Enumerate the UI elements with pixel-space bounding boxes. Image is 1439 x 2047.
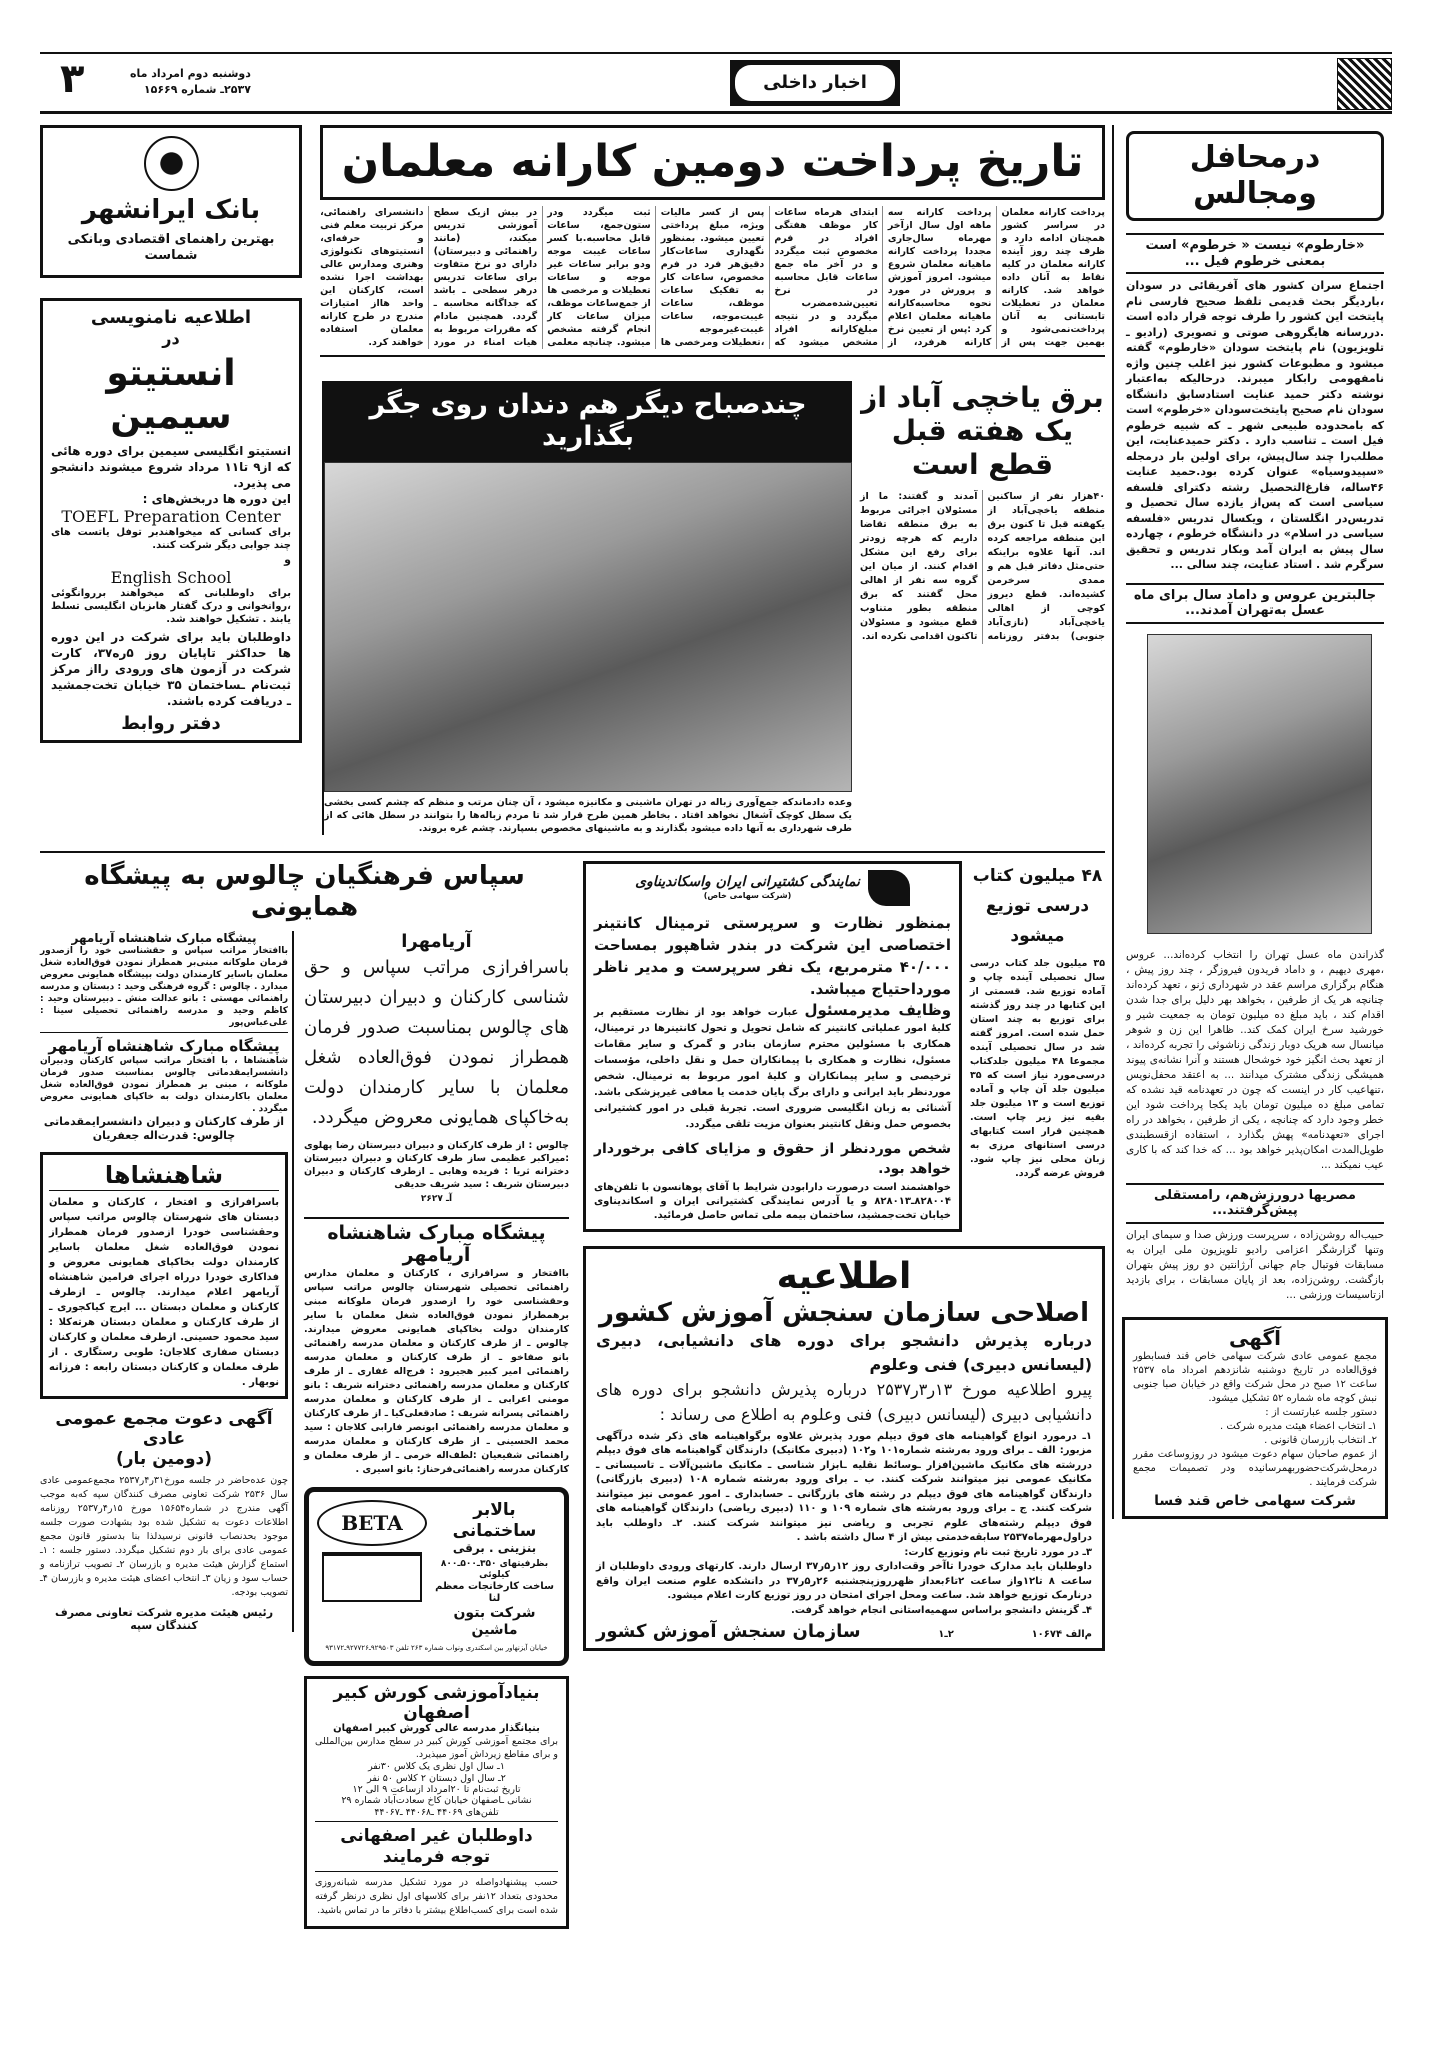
photo-headline: چندصباح دیگر هم دندان روی جگر بگذارید [324,381,852,462]
main-article-body: پرداخت کارانه معلمان در سراسر کشور همچنان ادامه دارد و ظرف چند روز آینده کارانه معلمان در کلیه نقاط به آنان داده خواهد شد. کارانه معلمان در تعطیلات تابستانی به آنان پرداخت‌نمی‌شود و بهمین جهت پس از پرداخت کارانه سه ماهه اول سال ازآخر مهرماه سال‌جاری مجددا پرداخت کارانه ماهیانه معلمان شروع میشود. امروز آموزش و پرورش در مورد نحوه محاسبه‌کارانه ماهیانه معلمان اعلام کرد :پس از تعیین نرخ کارانه هرفرد، از ابتدای هرماه ساعات کار موظف هفتگی افراد در فرم مخصوص ثبت میگردد و در آخر ماه جمع ساعات قابل محاسبه در نرخ تعیین‌شده‌مضرب میگردد و در نتیجه مبلغ‌کارانه افراد مشخص میشود که پس از کسر مالیات ویژه، مبلغ پرداختی تعیین میشود. بمنظور نگهداری ساعات‌کار دقیق‌هر فرد در فرم مخصوص، ساعات کار به تفکیک ساعات موظف، ساعات غیبت‌موجه، ساعات غیبت‌غیرموجه ،تعطیلات ومرخصی ها ثبت میگردد ودر ستون‌جمع، ساعات قابل محاسبه.با کسر ساعات غیبت موجه ودو برابر ساعات غیر موجه و ساعات تعطیلات و مرخصی ها از جمع‌ساعات موظف، میزان ساعات کار انجام گرفته مشخص میشود. چنانچه معلمی در بیش ازیک سطح آموزشی تدریس میکند، (مانند راهنمائی و دبیرستان) دارای دو نرخ متفاوت برای ساعات تدریس درهر سطحی ـ باشد که جداگانه محاسبه ـ گردد. همچنین مادام که مقررات مربوط به هیات امناء در مورد دانشسرای راهنمائی، مرکز تربیت معلم فنی و حرفه‌ای، انستیتوهای تکنولوژی وهنری ومدارس عالی بهداشت اجرا نشده است، کارکنان این واحد هااز امتیازات مندرج در طرح کارانه معلمان استفاده خواهند کرد. [320,206,1105,357]
chalus-headline: سپاس فرهنگیان چالوس به پیشگاه همایونی [84,860,525,922]
mahafel-column: درمحافل ومجالس «خارطوم» نیست « خرطوم» است بمعنی خرطوم فیل ... اجتماع سران کشور های آفریقائی در سودان ،باردیگر بحث قدیمی تلفظ صحیح فارسی نام پایتخت این کشور را طرف توجه قرار داده است .دررسانه هایگروهی صوتی و تصویری (رادیو ـ تلویزیون) نام پایتخت سودان «خارطوم» گفته میشود و مطبوعات کشور نیز اغلب چنین واژه نامفهومی رابکار میبرند. درحالیکه به‌اعتبار نوشته دکتر حمید عنایت استادسابق دانشگاه سودان نام صحیح پایتخت‌سودان «خرطوم» است که بامحدوده طبیعی شهر ـ که شبیه خرطوم فیل است ـ تناسب دارد . دکتر حمیدعنایت، این مطلب‌را چند سال‌پیش، برای اولین بار درمجله «سپیدوسیاه» عنوان کرده بود.حمید عنایت ۴۶ساله، فارغ‌التحصیل رشته دکترای فلسفه سیاسی است که پس‌از یازده سال تحصیل و تدریس‌در انگلستان ، ویکسال تدریس «فلسفه سیاسی در اسلام» در دانشگاه خرطوم ، چهارده سال پیش به ایران آمد وبکار تدریس و تحقیق سرگرم شد . استاد عنایت، چند سالی ... جالبترین عروس و داماد سال برای ماه عسل به‌تهران آمدند... گذراندن ماه عسل تهران را انتخاب کرده‌اند... عروس ،مهری دیهیم ، و داماد فریدون فیروزگر ، چند روز پیش ، هنگام برگزاری مراسم عقد در شهرداری ژنو ، تعهد کرده‌اند چنانچه هر یک از طرفین ، بخواهد بهر دلیل برای جدا شدن اقدام کند ، باید مبلغ ده میلیون تومان به جمعیت شیر و خورشید سرخ ایران کمک کند.. ظاهرا این زن و شوهر میانسال سه هریک دوبار زندگی زناشوئی را تجربه کرده‌اند ، از تعهد بحث انگیز خود خوشحال هستند و آنرا نشانه‌ی پیوند همیشگی زندگی مشترک میدانند ... به اعتقد محفل‌نویس ،تنهاعیب کار در اینست که چون در تعهدنامه قید نشده که تمامی مبلغ ده میلیون تومان باید یکجا پرداخت شود این خطر وجود دارد که چنانچه ، یکی از طرفین ، بخواهد در راه اجرای «تعهدنامه» پهش بگذارد ، استفاده ازقسطبندی طویل‌المدت امکان‌پذیر خواهد بود ... که خدا کند که با کاری عیب نمیکند ... مصریها درورزش‌هم، رامستقلی پیش‌گرفتند... حبیب‌اله روشن‌زاده ، سرپرست ورزش صدا و سیمای ایران وتنها گزارشگر اعزامی رادیو تلویزیون ملی ایران به مسابقات فوتبال جام جهانی آرژانتین دو روز پیش بتهران بازگشت. روشن‌زاده، بعد از پایان مسابقات ، برای بازدید ازتاسیسات ورزشی ... آگهی مجمع عمومی عادی شرکت سهامی خاص قند فسابطور فوق‌العاده در تاریخ دوشنبه شانزدهم امرداد ماه ۲۵۳۷ ساعت ۱۲ صبح در محل شرکت واقع در خیابان صبا جنوبی نبش کوچه ماه شماره ۵۲ تشکیل میشود. دستور جلسه عبارتست از : ۱ـ انتخاب اعضاء هیئت مدیره شرکت . ۲ـ انتخاب بازرسان قانونی . از عموم صاحبان سهام دعوت میشود در روزوساعت مقرر درمحل‌شرکت‌حضوربهمرسانیده ودر تصمیمات مجمع شرکت فرمایند . شرکت سهامی خاص قند فسا [1112,125,1392,1519]
garbage-barrels-photo [324,462,852,792]
shahanshaha-box: شاهنشاها باسرافرازی و افتخار ، کارکنان و معلمان دبستان های شهرستان چالوس مراتب سپاس وحقشناسی خودرا ازصدور فرمان همطراز نمودن فوق‌العاده شغل معلمان باسایر کارمندان دولت بخاکپای همایونی معروض و فداکاری خودرا درراه اجرای فرامین شاهنشاه آریامهر اعلام میدارند. چالوس ـ ازطرف کارکنان و معلمان دبستان ... ایرج کیاکجوری ـ از طرف کارکنان و معلمان دبستان هرته‌کلا : سید محمود حسینی. ازطرف معلمان و کارکنان دبستان صفاری کلاجان: طوبی رستگاری . از طرف معلمان و کارکنان دبستان رابعه : فرزانه نوبهار . [40,1152,288,1399]
newspaper-logo [1337,58,1392,110]
page-header [40,52,1392,114]
page-number: ۳ [60,56,85,102]
wedding-couple-photo [1147,634,1372,934]
main-headline: تاریخ پرداخت دومین کارانه معلمان [341,136,1084,187]
bank-ad: بانک ایرانشهر بهترین راهنمای اقتصادی وبانکی شماست [40,125,302,278]
coop-assembly-ad: آگهی دعوت مجمع عمومی عادی (دومین بار) چون عده‌حاضر در جلسه مورخ۳۱ر۴ر۲۵۳۷ مجمع‌عمومی عادی سال ۲۵۳۶ شرکت تعاونی مصرف کنندگان سپه که‌به موجب آگهی مندرج در شماره‌۱۵۶۵۴ مورخ ۱۵ر۴ر۲۵۳۷ روزنامه اطلاعات دعوت به تشکیل شده بود بشهادت صورت جلسه موجود بحدنصاب قانونی نرسیدلذا بنا بدستور قانون مجمع عمومی عادی برای بار دوم تشکیل میگردد. دستور جلسه : ۱ـ استماع گزارش هیئت مدیره و بازرسان ۲ـ تصویب ترازنامه و حساب سود و زیان ۳ـ انتخاب اعضای هیئت مدیره و بازرسان ۴ـ تصویب بودجه. رئیس هیئت مدیره شرکت تعاونی مصرف کنندگان سپه [40,1408,289,1632]
qand-fasa-ad: آگهی مجمع عمومی عادی شرکت سهامی خاص قند فسابطور فوق‌العاده در تاریخ دوشنبه شانزدهم امرداد ماه ۲۵۳۷ ساعت ۱۲ صبح در محل شرکت واقع در خیابان صبا جنوبی نبش کوچه ماه شماره ۵۲ تشکیل میشود. دستور جلسه عبارتست از : ۱ـ انتخاب اعضاء هیئت مدیره شرکت . ۲ـ انتخاب بازرسان قانونی . از عموم صاحبان سهام دعوت میشود در روزوساعت مقرر درمحل‌شرکت‌حضوربهمرسانیده ودر تصمیمات مجمع شرکت فرمایند . شرکت سهامی خاص قند فسا [1122,1317,1388,1519]
barq-headline: برق یاخچی آباد از یک هفته قبل قطع است [861,380,1104,481]
shipping-container-ad: نمایندگی کشتیرانی ایران واسکاندیناوی (شرکت سهامی خاص) بمنظور نظارت و سرپرستی ترمینال کانتینر اختصاصی این شرکت در بندر شاهپور بمساحت ۴۰/۰۰۰ مترمربع، یک نفر سرپرست و مدیر ناظر مورداحتیاج میباشد. وظایف مدیرمسئول عبارت خواهد بود از نظارت مستقیم بر کلیهٔ امور عملیاتی کانتینر که شامل تحویل و تحول کانتینرها در ترمینال، همکاری با مسئولین محترم سازمان بنادر و گمرک و سایر مقامات مسئول، نظارت و همکاری با پیمانکاران حمل و نقل داخلی، مؤسسات ترخیصی و سایر پیمانکاران و کلیهٔ امور مربوط به ترمینال. شخص موردنظر باید ایرانی و دارای برگ پایان خدمت یا معافی غیرپزشکی باشد. آشنائی به زبان انگلیسی ضروری است. تجربهٔ قبلی در امور کشتیرانی بخصوص حمل ونقل کانتینر بعنوان مزیت تلقی میگردد. شخص موردنظر از حقوق و مزایای کافی برخوردار خواهد بود. خواهشمند است درصورت دارابودن شرایط با آقای پوهانسون با تلفن‌های ۸۲۸۰۰۴ـ۸۲۸۰۱۳ و یا آدرس نمایندگی کشتیرانی ایران و اسکاندیناوی خیابان تخت‌جمشید، ساختمان بیمه ملی تماس حاصل فرمائید. [583,861,962,1232]
pishgah-message-1: پیشگاه مبارک شاهنشاه آریامهر باافتخار مراتب سپاس و حقشناسی خود را ازصدور فرمان ملوکانه مبنی‌بر همطراز نمودن فوق‌العاده شغل معلمان باسایر کارمندان دولت بپیشگاه همایونی معروض میدارد . چالوس : گروه فرهنگی وحید : دبستان و مدرسه راهنمائی مهستی : بانو عدالت منش ـ دبیرستان وحید : کاظم وحید و مدرسه راهنمائی تحصیلی سینا : علی‌عباس‌پور پیشگاه مبارک شاهنشاه آریامهر شاهنشاها ، با افتخار مراتب سپاس کارکنان ودبیران دانشسرایمقدماتی چالوس بمناسبت صدور فرمان ملوکانه ، مبنی بر همطراز نمودن فوق‌العاده شغل معلمان باکارمندان دولت به خاکپای همایونی معروض میگردد . از طرف کارکنان و دبیران دانشسرایمقدماتی چالوس: قدرت‌اله جعفریان [40,930,288,1142]
lion-logo-icon [144,136,199,191]
beta-logo: BETA [317,1500,427,1546]
photo-caption: وعده دادماندکه جمع‌آوری زباله در تهران ماشینی و مکانیزه میشود ، آن چنان مرتب و منظم که چشم کسی بخشی یک سطل کوچک آشغال نخواهد افتاد . بخاطر همین طرح قرار شد تا مردم زباله‌ها را بتوانند در سطل هائی که از طرف شهرداری به آنها داده میشود بگذارند و به ماشینهای مخصوص بسپارند. چشم غره بروند. [324,796,852,834]
hoist-machine-icon [322,1552,422,1602]
photo-story [322,381,852,835]
main-headline-box [320,125,1105,200]
simin-institute-ad: اطلاعیه نامنویسی در انستیتو سیمین انستیتو انگلیسی سیمین برای دوره هائی که از۹ تا۱۱ مرداد شروع میشوند دانشجو می پذیرد. این دوره ها دربخش‌های : TOEFL Preparation Center برای کسانی که میخواهندبر توفل یاتست های چند جوابی دیگر شرکت کنند. و English School برای داوطلبانی که میخواهند برروانگوئی ،روانخوانی و درک گفتار هاىزبان انگلیسی تسلط یابند . تشکیل خواهند شد. داوطلبان باید برای شرکت در این دوره ها حداکثر تاپایان روز ۵ره۳۷، کارت شرکت در آزمون های ورودی رااز مرکز ثبت‌نام ـساختمان ۳۵ خیابان تخت‌جمشید ـ دریافت کرده باشند. دفتر روابط [40,298,302,743]
shipping-logo-icon [868,870,910,906]
barq-article [860,381,1105,644]
aryamehr-message: آریامهرا باسرافرازی مراتب سپاس و حق شناسی کارکنان و دبیران دبیرستان های چالوس بمناسبت صدور فرمان همطراز نمودن فوق‌العاده شغل معلمان با سایر کارمندان دولت به‌خاکپای همایونی معروض میگردد. چالوس : از طرف کارکنان و دبیران دبیرستان رضا پهلوی :میراکبر عظیمی ساز طرف کارکنان و دبیران دبیرستان دخترانه ثریا : فریده وهابی ـ ازطرف کارکنان و دبیران دبیرستان شریف : سید شریف حدیقی آـ ۲۶۲۷ [304,930,569,1204]
sanjesh-notice: اطلاعیه اصلاحی سازمان سنجش آموزش کشور درباره پذیرش دانشجو برای دوره های دانشیابی، دبیری (لیسانس دبیری) فنی وعلوم پیرو اطلاعیه مورخ ۱۳ر۳ر۲۵۳۷ درباره پذیرش دانشجو برای دوره های دانشیابی دبیری (لیسانس دبیری) فنی وعلوم به اطلاع می رساند : ۱ـ درمورد انواع گواهینامه های فوق دیپلم مورد پذیرش علاوه برگواهینامه های ذکر شده درآگهی مزبور: الف ـ برای ورود به‌رشته شماره۱۰۱ و۱۰۲ (دبیری مکانیک) دارندگان گواهینامه های فوق دیپلم دررشته های مکانیک ماشین‌افزار ـوسائط نقلیه ـابزار شناسی ـ مکانیک ماشین‌آلات ـ تاسیساتی ـ مکانیک عمومی نیز میتوانند شرکت کنند. ب ـ برای ورود به‌رشته شماره ۱۰۸ (دبیری بازرگانی) دارندگان گواهینامه های فوق دیپلم در رشته های بازرگانی ـ حسابداری ـ امور عمومی نیز میتوانند شرکت کنند. ج ـ برای ورود به‌رشته های شماره ۱۰۹ و ۱۱۰ (دبیری ریاضی) دارندگان گواهینامه های فوق دیپلم رشته‌های علوم تجربی و ریاضی نیز میتوانند شرکت کنند. ۲ـ داوطلب باید دراول‌مهرماه۲۵۳۷ سابقه‌خدمتی بیش از ۴ سال داشته باشد . ۳ـ در مورد تاریخ ثبت نام وتوزیع کارت: داوطلبان باید مدارک خودرا تاآخر وقت‌اداری روز ۱۲ر۵ر۳۷ ارسال دارند. کارتهای ورودی داوطلبان از ساعت ۸ تا۱۲واز ساعت ۲تا۶بعداز ظهرروزپنجشنبه ۲۶ر۵ر۳۷ در دانشکده علوم صنعت ایران واقع درنارمک توزیع خواهد شد. ساعت ومحل اجرای امتحان در روز توزیع کارت اعلام میشود. ۴ـ گزینش دانشجو براساس سهمیه‌استانی انجام خواهد گرفت. م‌الف ۱۰۶۷۴ ۲ـ۱ سازمان سنجش آموزش کشور [583,1246,1105,1652]
page-date: دوشنبه دوم امرداد ماه ۲۵۳۷ـ شماره ۱۵۶۶۹ [130,67,251,96]
kourosh-isfahan-ad: بنیادآموزشی کورش کبیر اصفهان بنیانگذار مدرسه عالی کورش کبیر اصفهان برای مجتمع آموزشی کورش کبیر در سطح مدارس بین‌المللی و برای مقاطع زیرداش آموز میپذیرد. ۱ـ سال اول نظری یک کلاس ۳۰نفر ۲ـ سال اول دبستان ۲ کلاس ۵۰ نفر تاریخ ثبت‌نام تا ۲۰امرداد ازساعت ۹ الی ۱۲ نشانی ـاصفهان خیابان کاخ سعادت‌آباد شماره ۲۹ تلفن‌های ۴۴۰۶۹ ـ۴۴۰۶۸ ـ۴۴۰۶۷ داوطلبان غیر اصفهانی توجه فرمایند حسب پیشنهادواصله در مورد تشکیل مدرسه شبانه‌روزی محدودی بتعداد ۱۲نفر برای کلاسهای اول نظری درنظر گرفته شده است برای کسب‌اطلاع بیشتر با دفاتر ما در تماس باشید. [304,1676,569,1930]
main-area [40,125,1105,1929]
pishgah-message-3: پیشگاه مبارک شاهنشاه آریامهر باافتخار و سرافرازی ، کارکنان و معلمان مدارس راهنمائی تحصیلی شهرستان چالوس مراتب سپاس وحقشناسی خود را ازصدور فرمان ملوکانه مبنی برهمطراز نمودن فوق‌العاده شغل معلمان با سایر کارمندان دولت بخاکپای همایونی معروض میدارند. چالوس ـ از طرف کارکنان و معلمان مدرسه راهنمائی بانو صفاخو ـ از طرف کارکنان و معلمان مدرسه راهنمائی امیر کبیر هجیرود : فرج‌اله غفاری ـ از طرف کارکنان و معلمان مدرسه راهنمائی دخترانه شریف : بانو مومنی اعرابی ـ از طرف کارکنان و معلمان مدرسه راهنمائی پسرانه شریف : صادقعلی‌کیا ـ از طرف کارکنان و معلمان مدرسه راهنمائی ابونصر فارابی کلاجان : سید محمد الحسینی ـ از طرف کارکنان و معلمان مدرسه راهنمائی شفیعیان :لطف‌اله خرمی ـ از طرف معلمان و کارکنان مدرسه راهنمائی‌فرحناز: بانو اسیری . [304,1217,569,1478]
barq-body: ۴۰هزار نفر از ساکنین منطقه یاخچی‌آباد از یکهفته قبل تا کنون برق این منطقه مراجعه کرده ‌اند. آنها علاوه براینکه حتی‌مثل دفاتر قبل هم و ممدی سرخرمن کشیده‌اند. قطع دیروز کوچی از اهالی یاخچی‌آباد (نازی‌آباد جنوبی) بدفتر روزنامه آمدند و گفتند: ما از مسئولان اجرائی مربوط به برق منطقه تقاضا داریم که هرچه زودتر برای رفع این مشکل اقدام کنند. از میان این گروه سه نفر از اهالی محل گفتند که برق منطقه بطور متناوب قطع میشود و مسئولان تاکنون اقدامی نکرده اند. [860,490,1105,642]
textbooks-article: ۴۸ میلیون کتاب درسی توزیع میشود ۳۵ میلیون جلد کتاب درسی سال تحصیلی آینده چاپ و آماده توزیع شد. قسمتی از این کتابها در چند روز گذشته برای توزیع به چند استان حمل شده است. امروز گفته شد در سال تحصیلی آینده مجموعا ۴۸ میلیون جلدکتاب درسی‌مورد نیاز است که ۳۵ میلیون جلد آن چاپ و آماده توزیع است و ۱۳ میلیون جلد بقیه نیز زیر چاپ است. همچنین قرار است کتابهای درسی استانهای مرزی به زبان محلی نیز چاپ شود. فروش عرضه گردد. [970,865,1105,1179]
beta-hoist-ad: بالابر ساختمانی بنزینی . برقی بظرفیتهای ۳۵۰ـ۵۰۰ـ۸۰۰ کیلوئی ساخت کارخانجات معظم لنا شرکت بتون ماشین BETA خیابان آیزنهاور بین اسکندری ونواب شماره ۲۶۳ تلفن ۹۲۹۵۰۳ـ۹۲۷۷۲۶ـ۹۳۱۷۲ [304,1487,569,1665]
section-label: اخبار داخلی [730,60,900,106]
mahafel-title-box: درمحافل ومجالس [1126,131,1384,221]
